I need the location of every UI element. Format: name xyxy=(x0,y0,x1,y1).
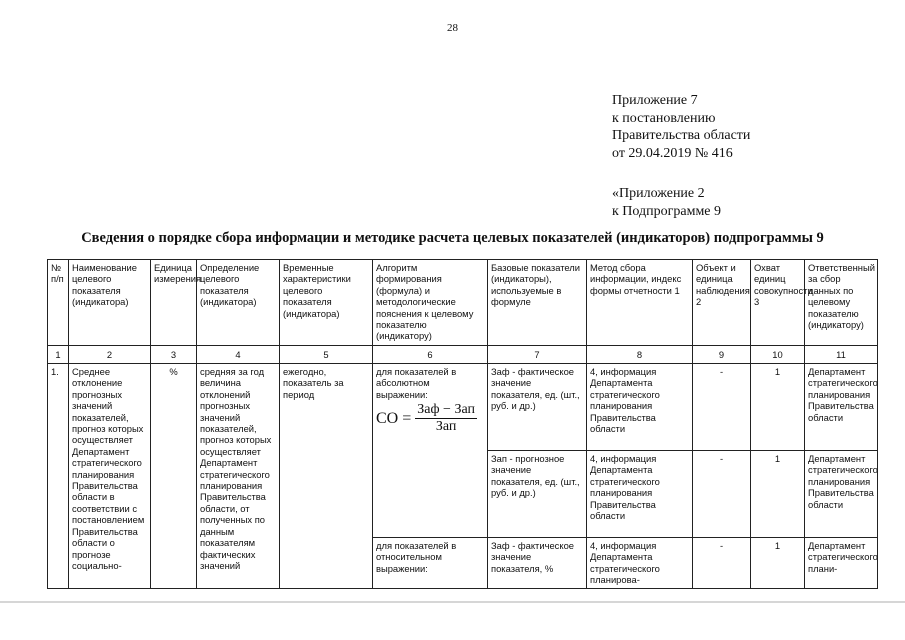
base-indicator: Заф - фактическое значение показателя, ед. (шт., руб. и др.) xyxy=(488,364,587,451)
header-cell: Временные характеристики целевого показателя (индикатора) xyxy=(280,260,373,346)
formula-lhs: СО = xyxy=(376,410,412,428)
appendix-line: Правительства области xyxy=(612,128,751,143)
column-number: 3 xyxy=(151,346,197,364)
header-cell: Базовые показатели (индикаторы), используемые в формуле xyxy=(488,260,587,346)
column-number: 5 xyxy=(280,346,373,364)
column-number: 7 xyxy=(488,346,587,364)
appendix-header xyxy=(612,92,750,162)
column-number: 9 xyxy=(693,346,751,364)
column-number: 6 xyxy=(373,346,488,364)
document-title: Сведения о порядке сбора информации и методике расчета целевых показателей (индикаторов) подпрограммы 9 xyxy=(81,230,824,246)
base-indicator: Зап - прогнозное значение показателя, ед. (шт., руб. и др.) xyxy=(488,451,587,538)
observation-object: - xyxy=(693,364,751,451)
time-characteristics: ежегодно, показатель за период xyxy=(280,364,373,589)
responsible: Департамент стратегического планирования Правительства области xyxy=(805,364,878,451)
appendix2-line: к Подпрограмме 9 xyxy=(612,203,722,219)
formula xyxy=(376,402,484,435)
responsible: Департамент стратегического плани- xyxy=(805,538,878,589)
column-number: 11 xyxy=(805,346,878,364)
algorithm-relative: для показателей в относительном выражении: xyxy=(373,538,488,589)
algorithm-absolute-label: для показателей в абсолютном выражении: xyxy=(376,366,457,400)
indicator-definition: средняя за год величина отклонений прогнозных значений показателей, прогноз которых осуществляет Департамент стратегического планирования Правительства области, от полученных по данным показателям фактических значений xyxy=(197,364,280,589)
collection-method: 4, информация Департамента стратегического планирования Правительства области xyxy=(587,364,693,451)
responsible: Департамент стратегического планирования Правительства области xyxy=(805,451,878,538)
formula-denominator: Зап xyxy=(435,419,457,435)
column-number: 8 xyxy=(587,346,693,364)
page-bottom-divider xyxy=(0,601,905,603)
observation-object: - xyxy=(693,538,751,589)
coverage: 1 xyxy=(751,538,805,589)
header-cell: Алгоритм формирования (формула) и методологические пояснения к целевому показателю (индикатору) xyxy=(373,260,488,346)
algorithm-absolute xyxy=(373,364,488,538)
header-cell: Объект и единица наблюдения 2 xyxy=(693,260,751,346)
header-cell: Определение целевого показателя (индикатора) xyxy=(197,260,280,346)
header-cell: Наименование целевого показателя (индикатора) xyxy=(69,260,151,346)
observation-object: - xyxy=(693,451,751,538)
header-cell: Ответственный за сбор данных по целевому показателю (индикатору) xyxy=(805,260,878,346)
coverage: 1 xyxy=(751,364,805,451)
header-cell: Единица измерения xyxy=(151,260,197,346)
header-cell: № п/п xyxy=(48,260,69,346)
appendix2-line: «Приложение 2 xyxy=(612,186,705,201)
column-number: 4 xyxy=(197,346,280,364)
table-header-row xyxy=(48,260,878,346)
column-number: 2 xyxy=(69,346,151,364)
appendix-line: Приложение 7 xyxy=(612,93,698,108)
appendix-line: от 29.04.2019 № 416 xyxy=(612,145,733,161)
row-number: 1. xyxy=(48,364,69,589)
formula-fraction xyxy=(415,402,477,435)
collection-method: 4, информация Департамента стратегического планирования Правительства области xyxy=(587,451,693,538)
indicator-name: Среднее отклонение прогнозных значений показателей, прогноз которых осуществляет Департамент стратегического планирования Правительства области в соответствии с постановлением Правительства области о прогнозе социально- xyxy=(69,364,151,589)
unit-of-measure: % xyxy=(151,364,197,589)
formula-numerator: Заф − Зап xyxy=(417,402,475,418)
table-row xyxy=(48,364,878,451)
column-number-row xyxy=(48,346,878,364)
base-indicator: Заф - фактическое значение показателя, % xyxy=(488,538,587,589)
column-number: 1 xyxy=(48,346,69,364)
coverage: 1 xyxy=(751,451,805,538)
header-cell: Метод сбора информации, индекс формы отчетности 1 xyxy=(587,260,693,346)
page-number: 28 xyxy=(447,22,458,34)
appendix2-header xyxy=(612,185,721,220)
appendix-line: к постановлению xyxy=(612,110,716,126)
indicators-table xyxy=(47,259,878,589)
collection-method: 4, информация Департамента стратегического планирова- xyxy=(587,538,693,589)
header-cell: Охват единиц совокупности 3 xyxy=(751,260,805,346)
column-number: 10 xyxy=(751,346,805,364)
